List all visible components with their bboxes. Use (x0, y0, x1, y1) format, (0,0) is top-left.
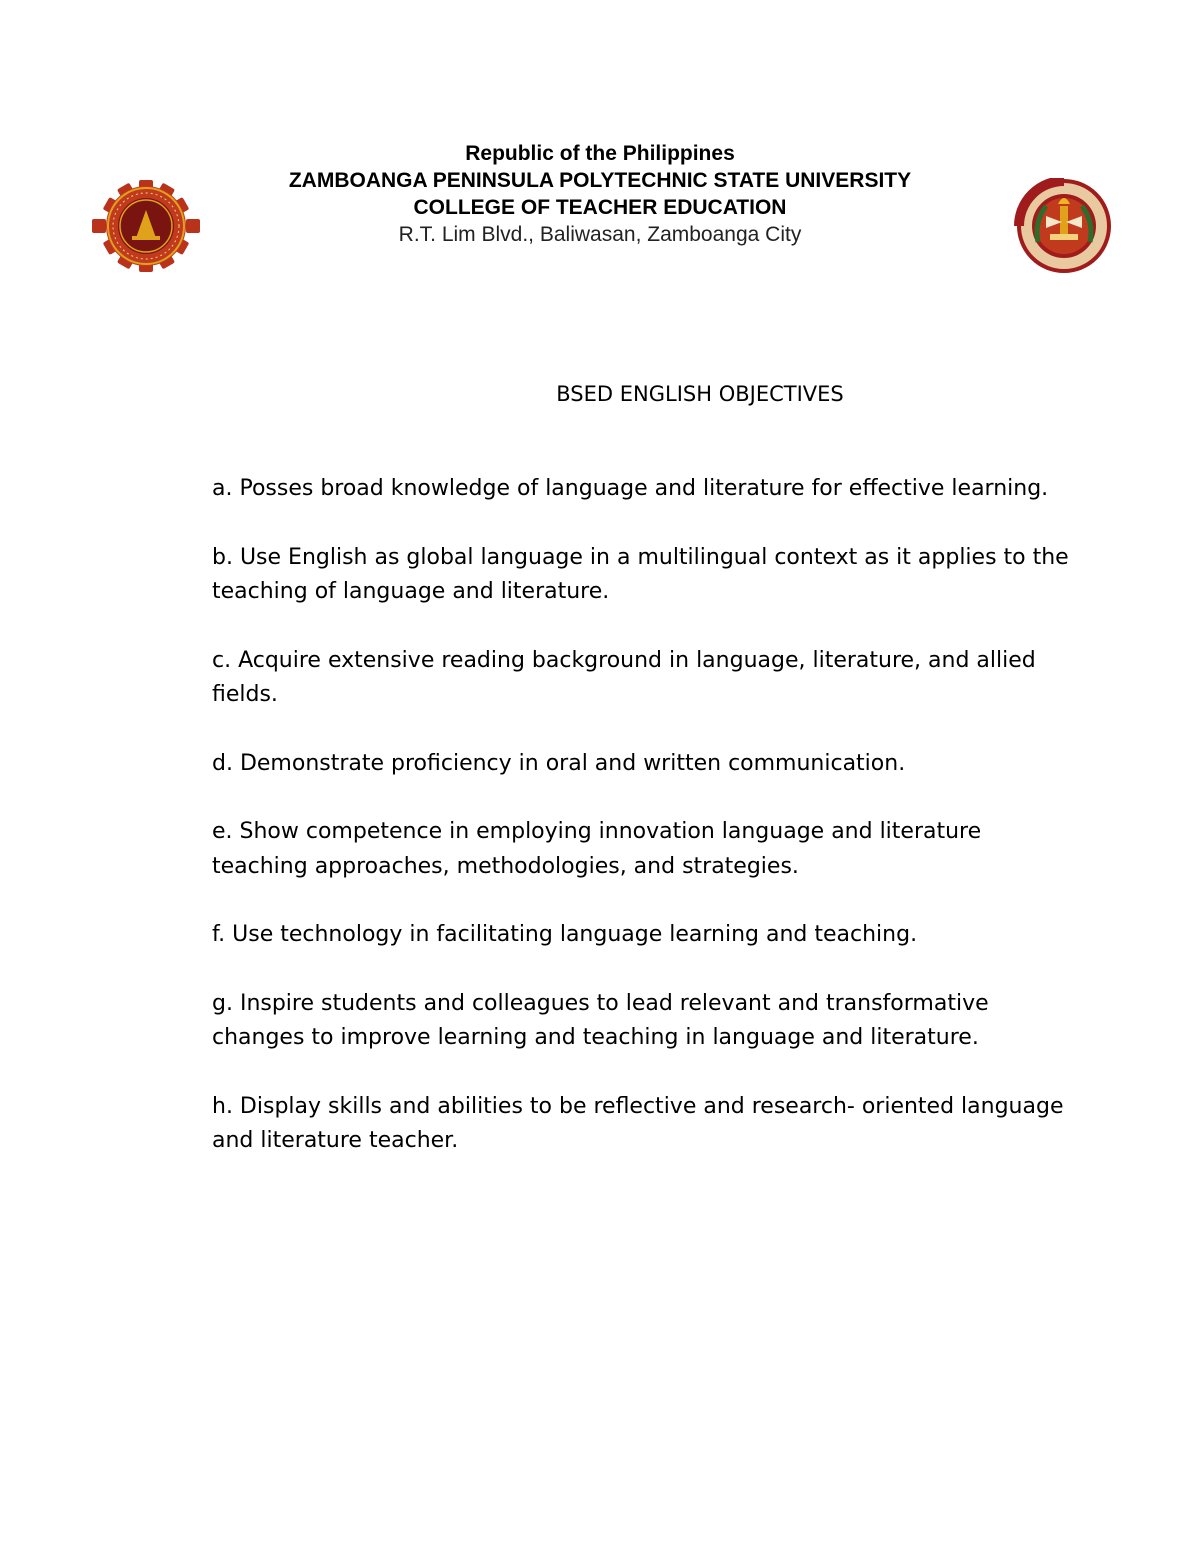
country-line: Republic of the Philippines (465, 142, 735, 165)
objective-item: f. Use technology in facilitating language learning and teaching. (212, 922, 918, 947)
objective-item: d. Demonstrate proficiency in oral and written communication. (212, 750, 906, 776)
university-name: ZAMBOANGA PENINSULA POLYTECHNIC STATE UNIVERSITY (288, 169, 912, 192)
objective-item: e. Show competence in employing innovation language and literature teaching approaches, methodologies, and strategies. (212, 819, 982, 879)
document-title: BSED ENGLISH OBJECTIVES (556, 382, 844, 406)
objective-item: g. Inspire students and colleagues to lead relevant and transformative changes to improve learning and teaching in language and literature. (212, 990, 989, 1050)
objective-item: h. Display skills and abilities to be reflective and research- oriented language and literature teacher. (212, 1093, 1064, 1153)
letterhead (0, 140, 1200, 248)
objectives-list (212, 472, 1072, 1193)
objective-item: a. Posses broad knowledge of language and literature for effective learning. (212, 476, 1049, 501)
objective-item: c. Acquire extensive reading background in language, literature, and allied fields. (212, 647, 1036, 707)
objective-item: b. Use English as global language in a multilingual context as it applies to the teaching of language and literature. (212, 544, 1069, 604)
college-name: COLLEGE OF TEACHER EDUCATION (413, 196, 787, 219)
university-address: R.T. Lim Blvd., Baliwasan, Zamboanga City (398, 223, 802, 246)
